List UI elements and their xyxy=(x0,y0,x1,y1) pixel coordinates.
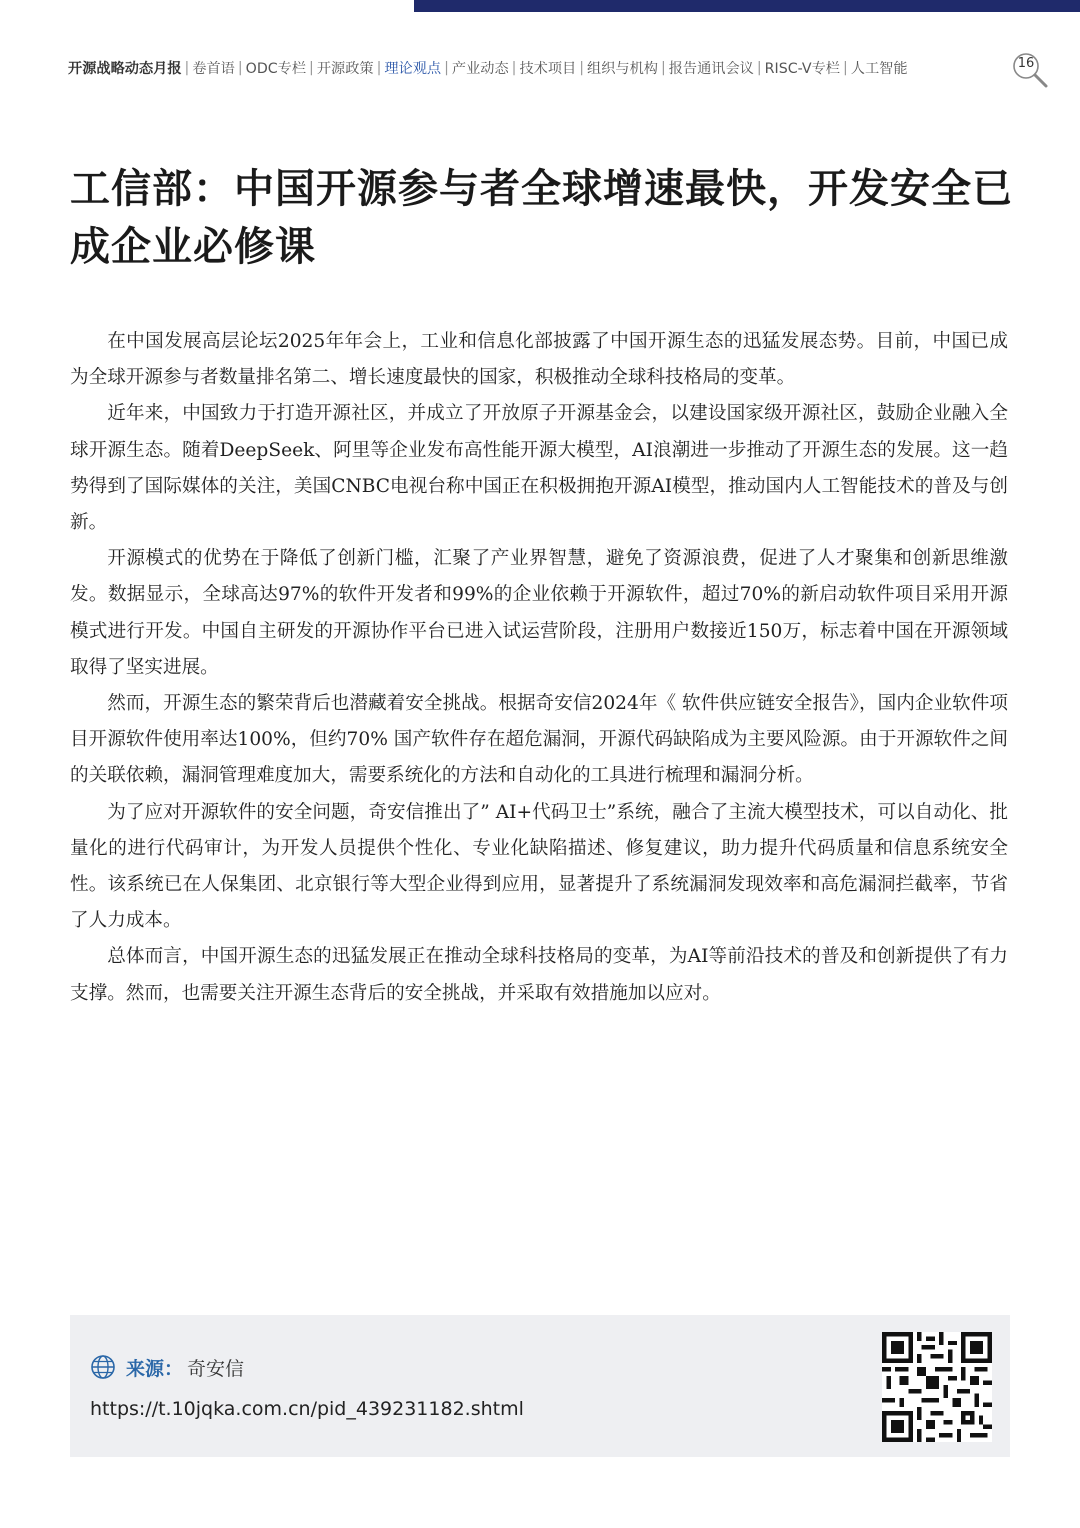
source-name: 奇安信 xyxy=(187,1357,245,1380)
paragraph: 近年来，中国致力于打造开源社区，并成立了开放原子开源基金会，以建设国家级开源社区，鼓励企业融入全球开源生态。随着DeepSeek、阿里等企业发布高性能开源大模型，AI浪潮进一步推动了开源生态的发展。这一趋势得到了国际媒体的关注，美国CNBC电视台称中国正在积极拥抱开源AI模型，推动国内人工智能技术的普及与创新。 xyxy=(70,403,1008,534)
nav-item-foreword[interactable]: 卷首语 xyxy=(192,61,235,77)
nav-item-industry[interactable]: 产业动态 xyxy=(451,61,509,77)
nav-item-tech-projects[interactable]: 技术项目 xyxy=(519,61,577,77)
paragraph: 为了应对开源软件的安全问题，奇安信推出了” AI+代码卫士”系统，融合了主流大模型技术，可以自动化、批量化的进行代码审计，为开发人员提供个性化、专业化缺陷描述、修复建议，助力提升代码质量和信息系统安全性。该系统已在人保集团、北京银行等大型企业得到应用，显著提升了系统漏洞发现效率和高危漏洞拦截率，节省了人力成本。 xyxy=(70,801,1008,932)
nav-item-odc[interactable]: ODC专栏 xyxy=(245,61,307,77)
globe-icon xyxy=(90,1354,116,1380)
source-label: 来源： xyxy=(126,1357,184,1380)
paragraph: 然而，开源生态的繁荣背后也潜藏着安全挑战。根据奇安信2024年《 软件供应链安全报告》，国内企业软件项目开源软件使用率达100%，但约70% 国产软件存在超危漏洞，开源代码缺陷成为主要风险源。由于开源软件之间的关联依赖，漏洞管理难度加大，需要系统化的方法和自动化的工具进行梳理和漏洞分析。 xyxy=(70,693,1008,787)
article-body xyxy=(70,324,1008,1012)
qr-code-icon xyxy=(882,1332,992,1442)
paragraph: 开源模式的优势在于降低了创新门槛，汇聚了产业界智慧，避免了资源浪费，促进了人才聚集和创新思维激发。数据显示，全球高达97%的软件开发者和99%的企业依赖于开源软件，超过70%的新启动软件项目采用开源模式进行开发。中国自主研发的开源协作平台已进入试运营阶段，注册用户数接近150万，标志着中国在开源领域取得了坚实进展。 xyxy=(70,548,1008,678)
section-nav: 开源战略动态月报 | 卷首语 | ODC专栏 | 开源政策 | 理论观点 | 产业动态 | 技术项目 | 组织与机构 | 报告通讯会议 | RISC-V专栏 | 人工智能 xyxy=(68,60,908,77)
nav-item-theory[interactable]: 理论观点 xyxy=(384,61,442,77)
nav-item-riscv[interactable]: RISC-V专栏 xyxy=(764,61,840,77)
source-box xyxy=(70,1315,1010,1457)
publication-name: 开源战略动态月报 xyxy=(68,61,182,77)
source-line xyxy=(90,1353,244,1381)
paragraph: 在中国发展高层论坛2025年年会上，工业和信息化部披露了中国开源生态的迅猛发展态势。目前，中国已成为全球开源参与者数量排名第二、增长速度最快的国家，积极推动全球科技格局的变革。 xyxy=(70,331,1008,389)
page-number-badge xyxy=(1012,52,1050,90)
nav-item-ai[interactable]: 人工智能 xyxy=(850,61,908,77)
article-title: 工信部：中国开源参与者全球增速最快，开发安全已成企业必修课 xyxy=(70,166,1013,270)
source-url-link[interactable]: https://t.10jqka.com.cn/pid_439231182.shtml xyxy=(90,1398,524,1420)
paragraph: 总体而言，中国开源生态的迅猛发展正在推动全球科技格局的变革，为AI等前沿技术的普及和创新提供了有力支撑。然而，也需要关注开源生态背后的安全挑战，并采取有效措施加以应对。 xyxy=(70,946,1008,1004)
nav-item-organizations[interactable]: 组织与机构 xyxy=(587,61,658,77)
page-number: 16 xyxy=(1017,56,1035,71)
nav-item-policy[interactable]: 开源政策 xyxy=(316,61,374,77)
top-accent-bar xyxy=(414,0,1080,12)
nav-item-reports[interactable]: 报告通讯会议 xyxy=(668,61,754,77)
